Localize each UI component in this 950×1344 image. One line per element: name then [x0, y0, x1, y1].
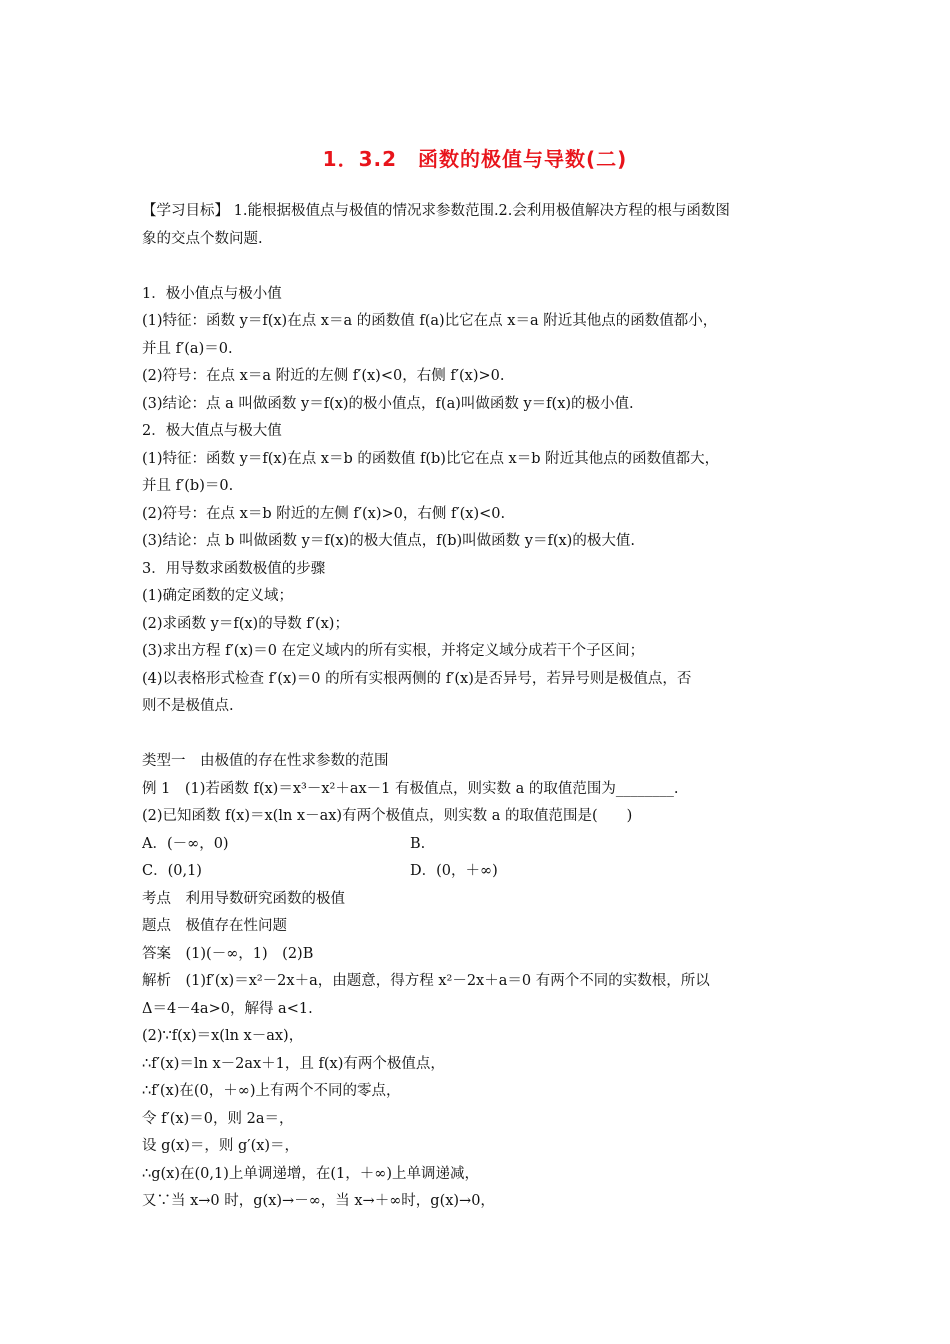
goals-line: 【学习目标】 1.能根据极值点与极值的情况求参数范围.2.会利用极值解决方程的根与函数图 — [142, 203, 730, 219]
section-steps — [142, 556, 812, 721]
analysis-line: Δ＝4－4a>0，解得 a<1. — [142, 1000, 313, 1017]
text-line: (1)确定函数的定义域； — [142, 588, 294, 604]
kaodian: 考点 利用导数研究函数的极值 — [142, 890, 345, 907]
analysis-line: 又∵当 x→0 时，g(x)→－∞，当 x→＋∞时，g(x)→0， — [142, 1193, 495, 1209]
analysis-line: ∴g(x)在(0,1)上单调递增，在(1，＋∞)上单调递减， — [142, 1165, 479, 1182]
text-line: (1)特征：函数 y＝f(x)在点 x＝a 的函数值 f(a)比它在点 x＝a 附近其他点的函数值都小， — [142, 313, 718, 329]
analysis-line: 设 g(x)＝，则 g′(x)＝， — [142, 1138, 300, 1154]
text-line: 则不是极值点. — [142, 698, 234, 714]
analysis-line: (2)∵f(x)＝x(ln x－ax)， — [142, 1028, 304, 1044]
text-line: 并且 f′(a)＝0. — [142, 340, 233, 357]
answer: 答案 (1)(－∞，1) (2)B — [142, 945, 314, 962]
page-title: 1．3.2 函数的极值与导数(二) — [322, 147, 628, 171]
text-line: (4)以表格形式检查 f′(x)＝0 的所有实根两侧的 f′(x)是否异号，若异号则是极值点，否 — [142, 670, 692, 687]
goals-line: 象的交点个数问题. — [142, 230, 263, 247]
options-row — [142, 831, 812, 859]
analysis-line: ∴f′(x)在(0，＋∞)上有两个不同的零点， — [142, 1083, 401, 1099]
text-line: 并且 f′(b)＝0. — [142, 478, 234, 494]
text-line: (2)符号：在点 x＝b 附近的左侧 f′(x)>0，右侧 f′(x)<0. — [142, 505, 506, 522]
option-d: D．(0，＋∞) — [410, 863, 498, 879]
option-b: B. — [410, 835, 426, 852]
text-line: (3)结论：点 b 叫做函数 y＝f(x)的极大值点，f(b)叫做函数 y＝f(x)的极大值. — [142, 533, 635, 549]
type-heading: 类型一 由极值的存在性求参数的范围 — [142, 753, 389, 769]
tidian: 题点 极值存在性问题 — [142, 918, 287, 934]
text-line: (3)结论：点 a 叫做函数 y＝f(x)的极小值点，f(a)叫做函数 y＝f(x)的极小值. — [142, 395, 634, 412]
document-body — [142, 198, 812, 1216]
section-heading: 3．用导数求函数极值的步骤 — [142, 560, 326, 577]
option-c: C．(0,1) — [142, 863, 202, 879]
options-row — [142, 858, 812, 886]
question-2: (2)已知函数 f(x)＝x(ln x－ax)有两个极值点，则实数 a 的取值范围是( ) — [142, 808, 633, 824]
analysis-line: ∴f′(x)＝ln x－2ax＋1，且 f(x)有两个极值点， — [142, 1055, 445, 1072]
section-heading: 2．极大值点与极大值 — [142, 423, 282, 439]
example-1 — [142, 748, 812, 1216]
section-minimum — [142, 281, 812, 419]
analysis-line: 解析 (1)f′(x)＝x²－2x＋a，由题意，得方程 x²－2x＋a＝0 有两个不同的实数根，所以 — [142, 973, 710, 989]
text-line: (2)符号：在点 x＝a 附近的左侧 f′(x)<0，右侧 f′(x)>0. — [142, 368, 505, 384]
text-line: (1)特征：函数 y＝f(x)在点 x＝b 的函数值 f(b)比它在点 x＝b 附近其他点的函数值都大， — [142, 450, 720, 467]
section-heading: 1．极小值点与极小值 — [142, 285, 282, 302]
question-1: 例 1 (1)若函数 f(x)＝x³－x²＋ax－1 有极值点，则实数 a 的取值范围为________. — [142, 780, 679, 797]
learning-goals — [142, 198, 812, 253]
text-line: (2)求函数 y＝f(x)的导数 f′(x)； — [142, 615, 349, 632]
analysis-line: 令 f′(x)＝0，则 2a＝， — [142, 1110, 294, 1127]
text-line: (3)求出方程 f′(x)＝0 在定义域内的所有实根，并将定义域分成若干个子区间； — [142, 643, 645, 659]
option-a: A．(－∞，0) — [142, 835, 229, 852]
section-maximum — [142, 418, 812, 556]
